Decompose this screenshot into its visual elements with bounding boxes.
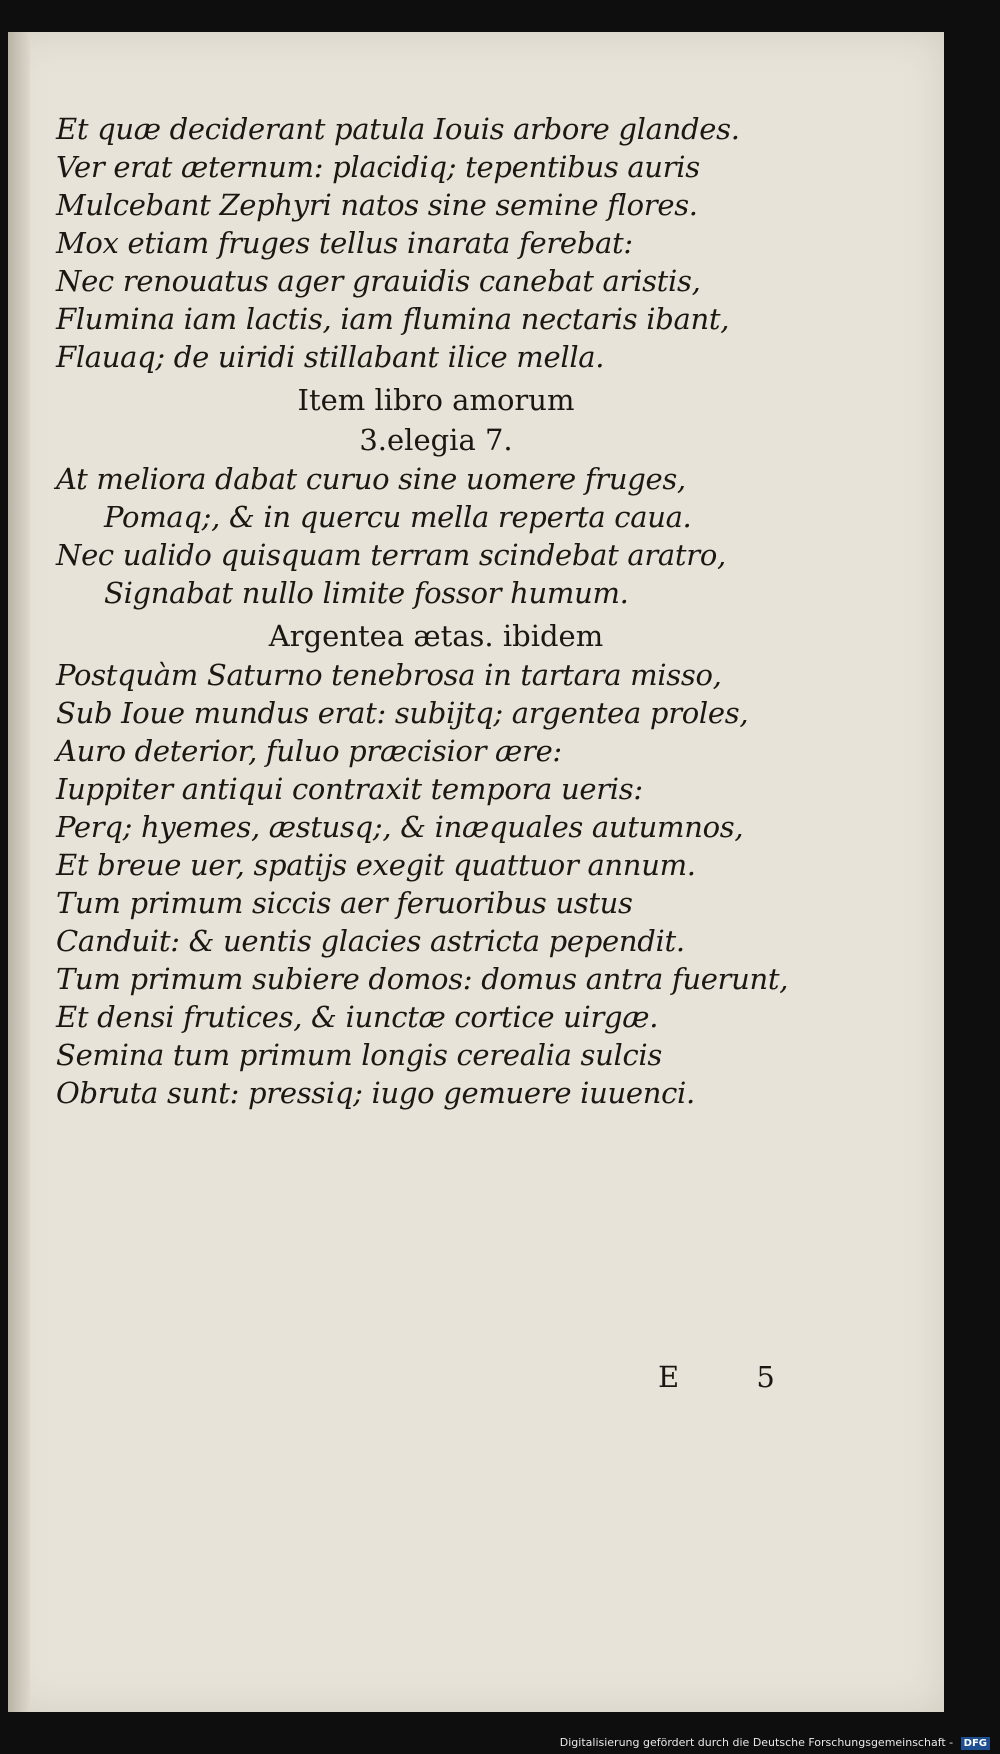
verse-line: At meliora dabat curuo sine uomere fruges, xyxy=(56,462,686,496)
verse-line: Et quæ deciderant patula Iouis arbore glandes. xyxy=(56,112,740,146)
verse-line: Auro deterior, fuluo præcisior ære: xyxy=(56,734,562,768)
verse-line: Tum primum siccis aer feruoribus ustus xyxy=(56,886,633,920)
verse-line: Et densi frutices, & iunctæ cortice uirgæ. xyxy=(56,1000,659,1034)
page-text xyxy=(56,110,816,1112)
page-binding-edge xyxy=(8,32,30,1712)
verse-line: Mulcebant Zephyri natos sine semine flores. xyxy=(56,188,698,222)
verse-line: Perq; hyemes, æstusq;, & inæquales autumnos, xyxy=(56,810,744,844)
verse-line: Obruta sunt: pressiq; iugo gemuere iuuenci. xyxy=(56,1076,695,1110)
verse-line-indented: Pomaq;, & in quercu mella reperta caua. xyxy=(104,500,692,534)
verse-line: Canduit: & uentis glacies astricta pependit. xyxy=(56,924,685,958)
verse-line: Flauaq; de uiridi stillabant ilice mella. xyxy=(56,340,605,374)
verse-line: Flumina iam lactis, iam flumina nectaris ibant, xyxy=(56,302,730,336)
section-subheading: 3.elegia 7. xyxy=(359,423,513,457)
book-page xyxy=(8,32,944,1712)
verse-line: Ver erat æternum: placidiq; tepentibus auris xyxy=(56,150,700,184)
verse-line-indented: Signabat nullo limite fossor humum. xyxy=(104,576,629,610)
verse-line: Mox etiam fruges tellus inarata ferebat: xyxy=(56,226,633,260)
verse-line: Semina tum primum longis cerealia sulcis xyxy=(56,1038,662,1072)
digitization-credit xyxy=(560,1736,990,1750)
verse-line: Nec ualido quisquam terram scindebat aratro, xyxy=(56,538,726,572)
signature-mark: E 5 xyxy=(658,1360,809,1394)
credit-text: Digitalisierung gefördert durch die Deutsche Forschungsgemeinschaft - xyxy=(559,1736,954,1749)
verse-line: Tum primum subiere domos: domus antra fuerunt, xyxy=(56,962,789,996)
verse-line: Iuppiter antiqui contraxit tempora ueris: xyxy=(56,772,643,806)
verse-line: Et breue uer, spatijs exegit quattuor annum. xyxy=(56,848,696,882)
verse-line: Postquàm Saturno tenebrosa in tartara misso, xyxy=(56,658,722,692)
section-heading: Item libro amorum xyxy=(297,383,575,417)
verse-line: Sub Ioue mundus erat: subijtq; argentea proles, xyxy=(56,696,749,730)
section-heading: Argentea ætas. ibidem xyxy=(268,619,604,653)
dfg-logo: DFG xyxy=(961,1737,990,1750)
verse-line: Nec renouatus ager grauidis canebat aristis, xyxy=(56,264,701,298)
